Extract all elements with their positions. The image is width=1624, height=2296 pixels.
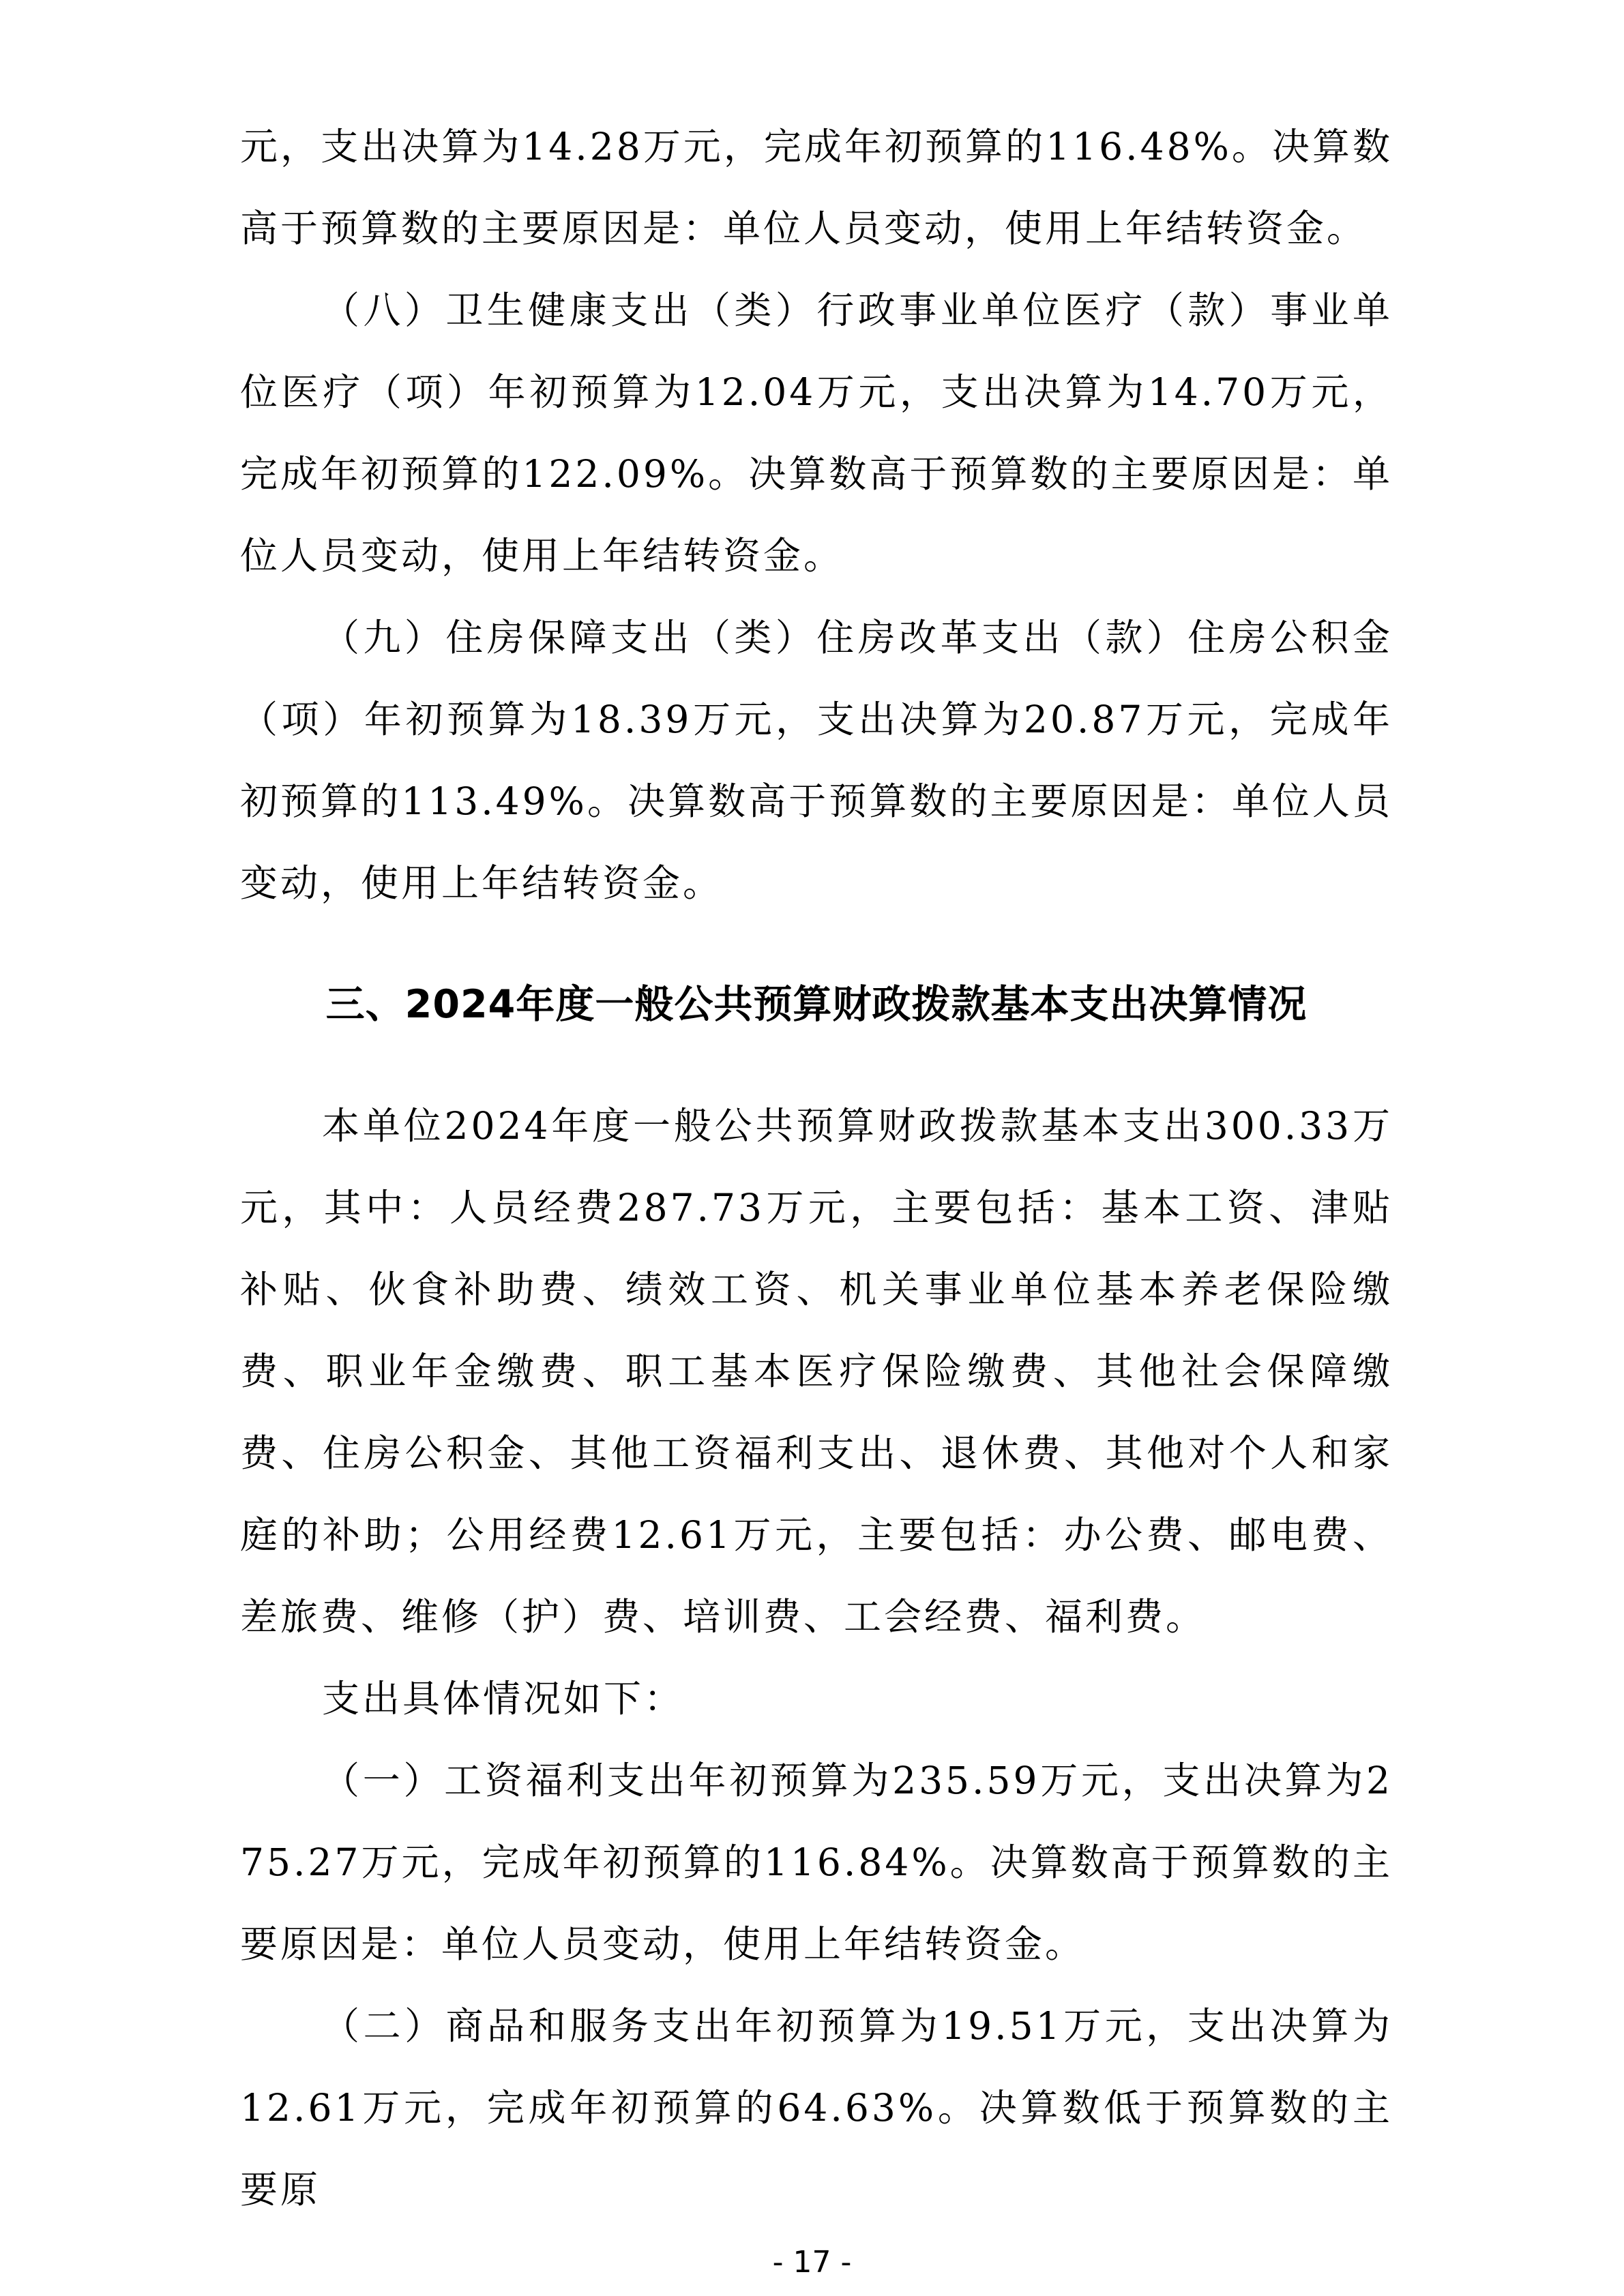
paragraph-details-intro: 支出具体情况如下： [322,1677,685,1720]
page-number: - 17 - [772,2245,852,2280]
paragraph-goods-services: （二）商品和服务支出年初预算为19.51万元，支出决算为12.61万元，完成年初预算的64.63%。决算数低于预算数的主要原 [240,2004,1393,2211]
paragraph-basic-expenditure-summary: 本单位2024年度一般公共预算财政拨款基本支出300.33万元，其中：人员经费287.73万元，主要包括：基本工资、津贴补贴、伙食补助费、绩效工资、机关事业单位基本养老保险缴费、职业年金缴费、职工基本医疗保险缴费、其他社会保障缴费、住房公积金、其他工资福利支出、退休费、其他对个人和家庭的补助；公用经费12.61万元，主要包括：办公费、邮电费、差旅费、维修（护）费、培训费、工会经费、福利费。 [240,1104,1393,1639]
section-heading: 三、2024年度一般公共预算财政拨款基本支出决算情况 [325,982,1308,1027]
paragraph-continuation: 元，支出决算为14.28万元，完成年初预算的116.48%。决算数高于预算数的主要原因是：单位人员变动，使用上年结转资金。 [240,125,1393,250]
paragraph-salary-welfare: （一）工资福利支出年初预算为235.59万元，支出决算为275.27万元，完成年初预算的116.84%。决算数高于预算数的主要原因是：单位人员变动，使用上年结转资金。 [240,1759,1393,1966]
paragraph-housing-expenditure: （九）住房保障支出（类）住房改革支出（款）住房公积金（项）年初预算为18.39万元，支出决算为20.87万元，完成年初预算的113.49%。决算数高于预算数的主要原因是：单位人员变动，使用上年结转资金。 [240,616,1393,905]
document-body [240,106,1393,2231]
paragraph-health-expenditure: （八）卫生健康支出（类）行政事业单位医疗（款）事业单位医疗（项）年初预算为12.04万元，支出决算为14.70万元，完成年初预算的122.09%。决算数高于预算数的主要原因是：单位人员变动，使用上年结转资金。 [240,288,1393,578]
